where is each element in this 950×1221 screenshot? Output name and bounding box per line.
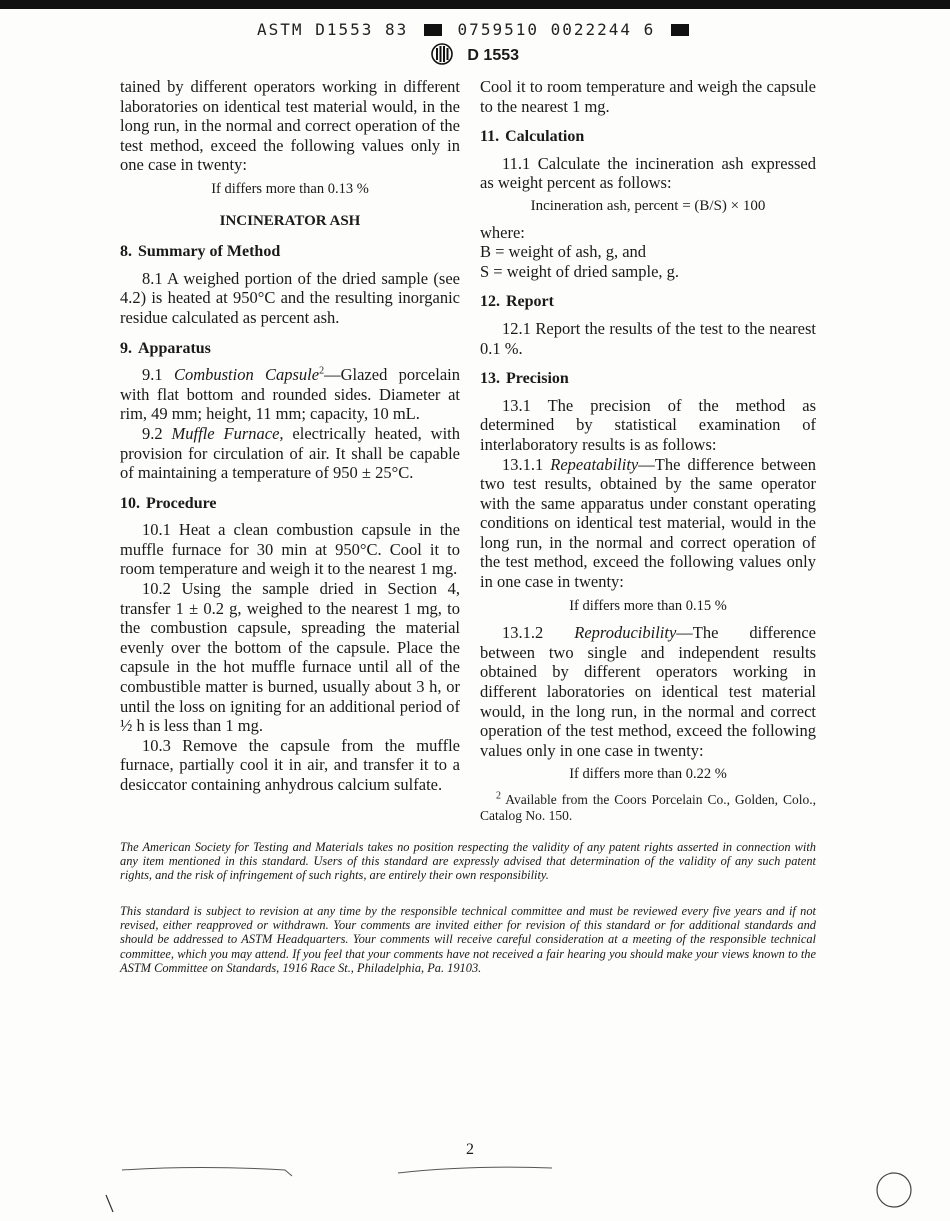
paragraph-9-1 [120, 365, 460, 424]
scan-barcode-line [0, 20, 950, 39]
paragraph-13-1: 13.1 The precision of the method as determined by statistical examination of interlaboratory results is as follows: [480, 395, 816, 454]
heading-report [480, 292, 816, 312]
term-muffle-furnace: Muffle Furnace, [171, 423, 284, 443]
page-header [0, 43, 950, 70]
clause-text: —Glazed porcelain with flat bottom and rounded sides. Diameter at rim, 49 mm; height, 11 mm; capacity, 10 mL. [120, 365, 460, 424]
clause-text: —The difference between two single and independent results obtained by different operators working in different laboratories on identical test material would, in the long run, in the normal and correct operation of the test method, exceed the following values only in one case in twenty: [480, 623, 816, 760]
repeatability-value: If differs more than 0.15 % [569, 597, 727, 614]
continued-paragraph: Cool it to room temperature and weigh the capsule to the nearest 1 mg. [480, 77, 816, 116]
section-title-incinerator-ash: INCINERATOR ASH [219, 212, 361, 229]
section-heading-text: Calculation [505, 128, 585, 146]
paragraph-13-1-2 [480, 623, 816, 760]
term-reproducibility: Reproducibility [574, 623, 677, 643]
scan-block-mark-2 [671, 24, 689, 36]
definition-b: B = weight of ash, g, and [480, 242, 647, 262]
scan-block-mark [424, 24, 442, 36]
reproducibility-value: If differs more than 0.13 % [211, 180, 369, 197]
paragraph-8-1: 8.1 A weighed portion of the dried sample (see 4.2) is heated at 950°C and the resulting inorganic residue calculated as percent ash. [120, 268, 460, 327]
patent-notice: The American Society for Testing and Materials takes no position respecting the validity of any patent rights asserted in connection with any item mentioned in this standard. Users of this standard are expressly advised that determination of the validity of any such patent rights, and the risk of infringement of such rights, are entirely their own responsibility. [120, 840, 816, 883]
left-column [120, 77, 460, 795]
section-heading-text: Report [506, 293, 554, 311]
scan-top-border [0, 0, 950, 9]
scan-code-text-2: 0759510 0022244 6 [457, 20, 656, 39]
clause-number: 13.1.2 [502, 623, 575, 643]
clause-number: 13.1.1 [502, 454, 551, 474]
paragraph-10-3: 10.3 Remove the capsule from the muffle furnace, partially cool it in air, and transfer it to a desiccator containing anhydrous calcium sulfate. [120, 735, 460, 794]
revision-notice: This standard is subject to revision at any time by the responsible technical committee and must be reviewed every five years and if not revised, either reapproved or withdrawn. Your comments are invited either for revision of this standard or for additional standards and should be addressed to ASTM Headquarters. Your comments will receive careful consideration at a meeting of the responsible technical committee, which you may attend. If you feel that your comments have not received a fair hearing you should make your views known to the ASTM Committee on Standards, 1916 Race St., Philadelphia, Pa. 19103. [120, 904, 816, 975]
section-heading-text: Precision [506, 370, 569, 388]
right-column [480, 77, 816, 824]
section-number: 9. [120, 339, 132, 357]
designation-title: D 1553 [467, 47, 520, 64]
clause-number: 9.2 [142, 423, 172, 443]
paragraph-10-1: 10.1 Heat a clean combustion capsule in the muffle furnace for 30 min at 950°C. Cool it to room temperature and weigh it to the nearest 1 mg. [120, 520, 460, 579]
section-heading-text: Apparatus [138, 339, 211, 357]
definition-s: S = weight of dried sample, g. [480, 261, 680, 281]
footnote [480, 792, 816, 824]
section-number: 13. [480, 370, 500, 388]
section-number: 12. [480, 293, 500, 311]
heading-precision [480, 369, 816, 389]
heading-summary-of-method [120, 242, 460, 262]
ash-formula: Incineration ash, percent = (B/S) × 100 [530, 197, 766, 214]
section-number: 10. [120, 494, 140, 512]
astm-logo-icon [431, 43, 453, 70]
continued-paragraph: tained by different operators working in different laboratories on identical test material would, in the long run, in the normal and correct operation of the test method, exceed the following values only in one case in twenty: [120, 77, 460, 175]
footnote-ref: 2 [319, 365, 325, 377]
section-number: 8. [120, 243, 132, 261]
heading-apparatus [120, 339, 460, 359]
footnote-text: Available from the Coors Porcelain Co., Golden, Colo., Catalog No. 150. [480, 792, 816, 823]
term-combustion-capsule: Combustion Capsule [173, 365, 320, 385]
heading-calculation [480, 127, 816, 147]
footnote-mark: 2 [496, 790, 501, 802]
clause-text: —The difference between two test results, obtained by the same operator with the same apparatus under constant operating conditions on identical test material, would in the long run, in the normal and correct operation of the test method, exceed the following values only in one case in twenty: [480, 454, 817, 592]
scan-code-text: ASTM D1553 83 [257, 20, 409, 39]
reproducibility-value: If differs more than 0.22 % [569, 766, 727, 783]
section-number: 11. [480, 128, 500, 146]
clause-number: 9.1 [142, 365, 174, 385]
paragraph-12-1: 12.1 Report the results of the test to the nearest 0.1 %. [480, 318, 816, 358]
paragraph-11-1: 11.1 Calculate the incineration ash expressed as weight percent as follows: [480, 153, 816, 193]
term-repeatability: Repeatability [550, 454, 639, 474]
paragraph-9-2 [120, 424, 460, 483]
where-label: where: [480, 222, 525, 242]
section-heading-text: Summary of Method [138, 243, 281, 261]
heading-procedure [120, 494, 460, 514]
page-number: 2 [466, 1141, 474, 1158]
section-heading-text: Procedure [146, 494, 217, 512]
paragraph-10-2: 10.2 Using the sample dried in Section 4, transfer 1 ± 0.2 g, weighed to the nearest 1 mg, to the combustion capsule, spreading the material evenly over the bottom of the capsule. Place the capsule in the hot muffle furnace until all of the combustible matter is burned, usually about 3 h, or until the loss on igniting for an additional period of ½ h is less than 1 mg. [120, 579, 460, 736]
paragraph-13-1-1 [480, 455, 816, 592]
clause-text: electrically heated, with provision for circulation of air. It shall be capable of maintaining a temperature of 950 ± 25°C. [120, 423, 461, 483]
